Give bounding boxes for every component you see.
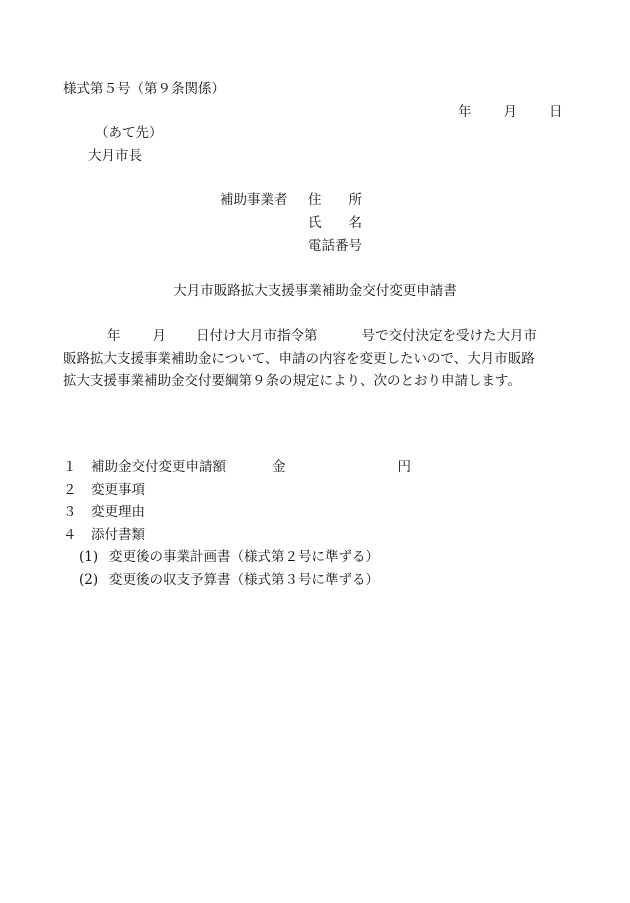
applicant-phone-row — [220, 240, 362, 263]
phone-label: 電話番号 — [308, 238, 362, 254]
document-title: 大月市販路拡大支援事業補助金交付変更申請書 — [173, 283, 457, 299]
attachment-number: (1) — [79, 549, 99, 565]
body-line-1 — [63, 325, 583, 348]
addressee-name: 大月市長 — [88, 148, 142, 164]
body-mid: 日付け大月市指令第 — [196, 328, 318, 344]
item-number: ２ — [63, 481, 77, 498]
item-number: １ — [63, 459, 77, 475]
body-month: 月 — [152, 328, 166, 344]
item-row — [63, 481, 411, 507]
applicant-address-row — [220, 194, 362, 217]
date-year-label: 年 — [458, 104, 472, 120]
name-label: 氏 名 — [308, 215, 362, 231]
applicant-block — [220, 194, 362, 263]
amount-unit: 円 — [397, 459, 411, 475]
body-year: 年 — [107, 328, 121, 344]
body-text — [63, 325, 583, 393]
date-line — [458, 106, 563, 120]
date-month-label: 月 — [503, 104, 517, 120]
applicant-name-row — [220, 217, 362, 240]
item-row — [63, 506, 411, 529]
item-label: 変更理由 — [91, 504, 145, 520]
item-label: 添付書類 — [91, 526, 145, 543]
item-row — [63, 461, 411, 484]
form-number: 様式第５号（第９条関係） — [63, 81, 225, 97]
item-number: ３ — [63, 504, 77, 520]
attachment-label: 変更後の収支予算書（様式第３号に準ずる） — [109, 571, 379, 588]
item-list — [63, 461, 411, 596]
item-label: 変更事項 — [91, 481, 145, 498]
applicant-role-label: 補助事業者 — [220, 192, 288, 208]
body-line-2: 販路拡大支援事業補助金について、申請の内容を変更したいので、大月市販路 — [63, 350, 535, 367]
body-end: 号で交付決定を受けた大月市 — [361, 328, 537, 344]
body-line-3: 拡大支援事業補助金交付要綱第９条の規定により、次のとおり申請します。 — [63, 373, 521, 389]
item-label: 補助金交付変更申請額 — [91, 459, 226, 475]
item-number: ４ — [63, 526, 77, 543]
item-row — [63, 526, 411, 552]
address-label: 住 所 — [308, 192, 362, 208]
attachment-row — [63, 551, 411, 574]
attachment-number: (2) — [79, 571, 99, 588]
addressee-label: （あて先） — [95, 125, 163, 141]
amount-prefix: 金 — [272, 459, 286, 475]
date-day-label: 日 — [549, 104, 563, 120]
attachment-row — [63, 571, 411, 597]
attachment-label: 変更後の事業計画書（様式第２号に準ずる） — [109, 549, 379, 565]
